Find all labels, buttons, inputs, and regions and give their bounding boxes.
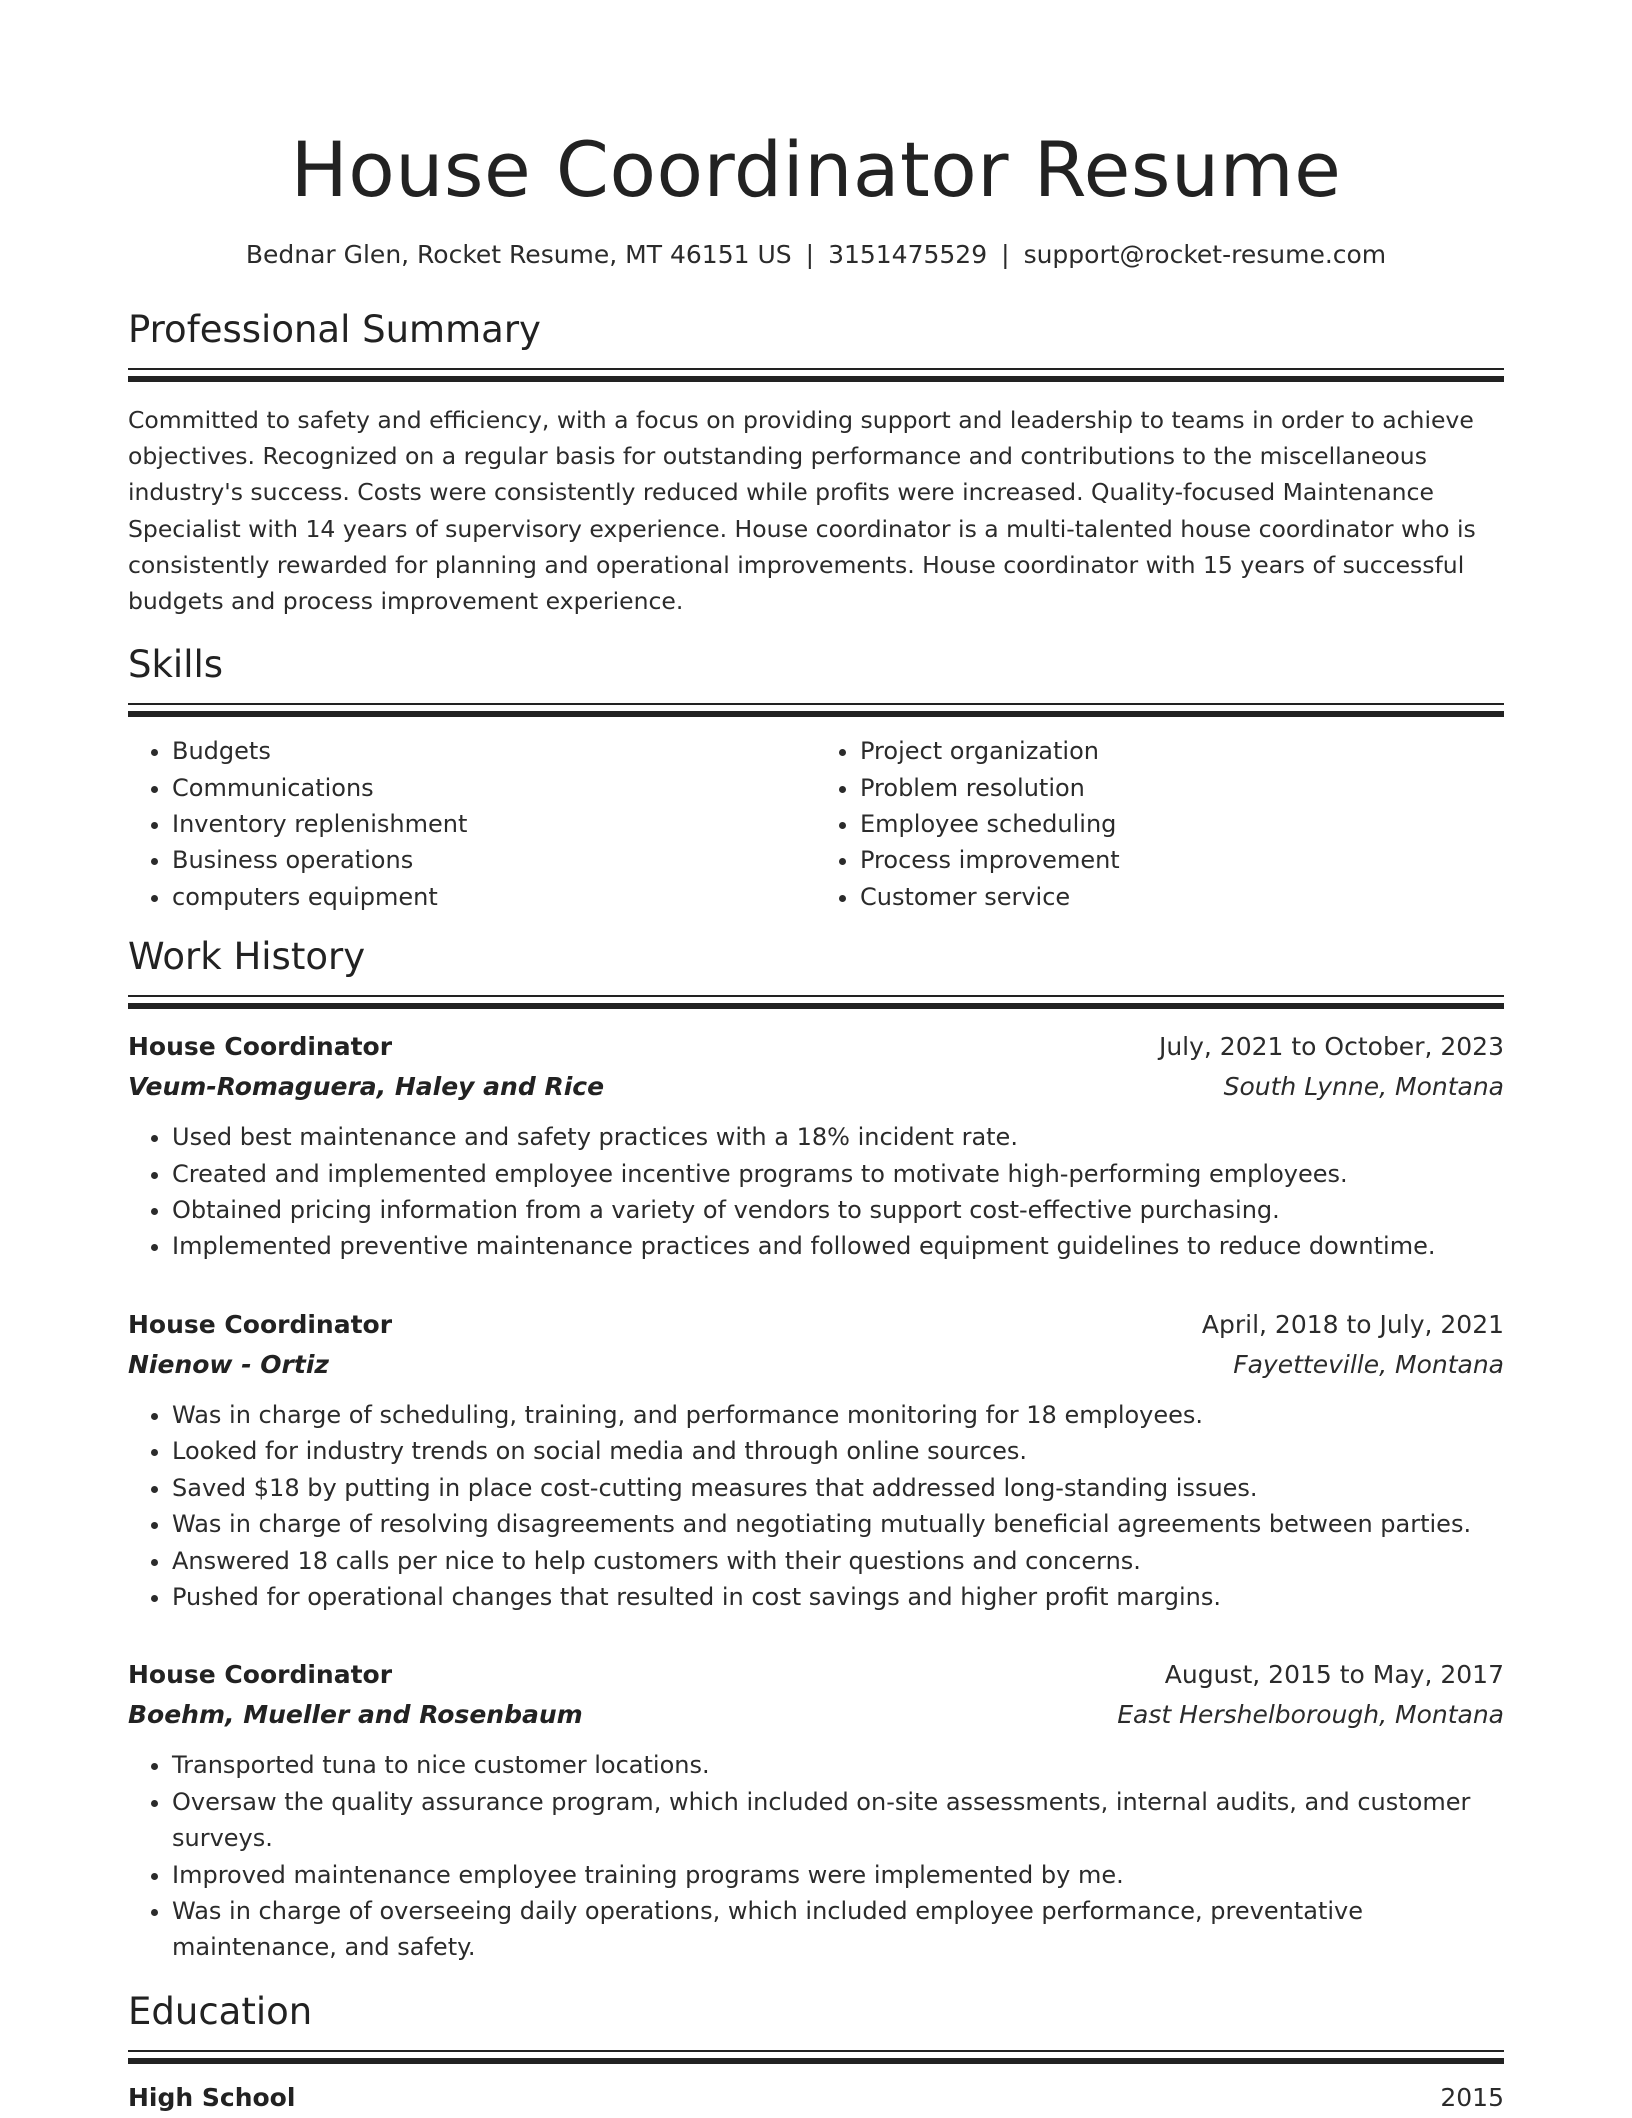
job-bullets bbox=[128, 1747, 1504, 1965]
job-title: House Coordinator bbox=[128, 1660, 393, 1690]
skill-item: • Customer service bbox=[860, 879, 1504, 915]
job-dates: August, 2015 to May, 2017 bbox=[1164, 1660, 1504, 1690]
education-heading: Education bbox=[128, 1989, 313, 2033]
skill-item: • Communications bbox=[172, 770, 816, 806]
job-title: House Coordinator bbox=[128, 1309, 393, 1339]
contact-separator: | bbox=[805, 240, 815, 269]
job-header-row bbox=[128, 1655, 1504, 1695]
skill-item: • Process improvement bbox=[860, 842, 1504, 878]
job-entry bbox=[128, 1655, 1504, 1965]
summary-heading: Professional Summary bbox=[128, 308, 541, 351]
contact-separator: | bbox=[1001, 240, 1010, 269]
section-divider bbox=[128, 703, 1504, 717]
education-section bbox=[128, 1988, 1504, 2118]
job-location: East Hershelborough, Montana bbox=[1117, 1700, 1504, 1730]
skill-item: • Problem resolution bbox=[860, 770, 1504, 806]
job-header-row bbox=[128, 1027, 1504, 1067]
contact-phone: 3151475529 bbox=[828, 240, 988, 269]
job-bullet: • Implemented preventive maintenance practices and followed equipment guidelines to reduce downtime. bbox=[172, 1228, 1504, 1264]
job-bullet: • Was in charge of scheduling, training, and performance monitoring for 18 employees. bbox=[172, 1397, 1504, 1433]
skills-right-column bbox=[816, 733, 1504, 915]
job-bullet: • Created and implemented employee incentive programs to motivate high-performing employees. bbox=[172, 1156, 1504, 1192]
skills-columns bbox=[128, 733, 1504, 915]
resume-title: House Coordinator Resume bbox=[290, 125, 1342, 214]
job-location: South Lynne, Montana bbox=[1223, 1072, 1504, 1102]
job-company: Boehm, Mueller and Rosenbaum bbox=[128, 1700, 583, 1730]
skill-item: • Inventory replenishment bbox=[172, 806, 816, 842]
job-bullet: • Saved $18 by putting in place cost-cutting measures that addressed long-standing issues. bbox=[172, 1470, 1504, 1506]
skills-heading: Skills bbox=[128, 643, 224, 687]
education-degree: High School bbox=[128, 2082, 296, 2112]
job-company: Veum-Romaguera, Haley and Rice bbox=[128, 1072, 605, 1102]
job-bullet: • Transported tuna to nice customer locations. bbox=[172, 1747, 1504, 1783]
resume-page bbox=[128, 0, 1504, 2112]
contact-address: Bednar Glen, Rocket Resume, MT 46151 US bbox=[245, 240, 792, 269]
skills-left-column bbox=[128, 733, 816, 915]
summary-text: Committed to safety and efficiency, with a focus on providing support and leadership to teams in order to achieve objectives. Recognized on a regular basis for outstanding performance and contributions to the miscellaneous industry's success. Costs were consistently reduced while profits were increased. Quality-focused Maintenance Specialist with 14 years of supervisory experience. House coordinator is a multi-talented house coordinator who is consistently rewarded for planning and operational improvements. House coordinator with 15 years of successful budgets and process improvement experience. bbox=[128, 406, 1476, 616]
contact-line bbox=[128, 238, 1504, 272]
job-bullet: • Used best maintenance and safety practices with a 18% incident rate. bbox=[172, 1119, 1504, 1155]
job-header-row bbox=[128, 1305, 1504, 1345]
summary-section bbox=[128, 306, 1504, 619]
job-bullet: • Improved maintenance employee training programs were implemented by me. bbox=[172, 1857, 1504, 1893]
skills-section bbox=[128, 641, 1504, 915]
job-entry bbox=[128, 1305, 1504, 1615]
work-history-section bbox=[128, 933, 1504, 1966]
skill-item: • Budgets bbox=[172, 733, 816, 769]
job-bullet: • Pushed for operational changes that resulted in cost savings and higher profit margins. bbox=[172, 1579, 1504, 1615]
job-bullet: • Oversaw the quality assurance program, which included on-site assessments, internal audits, and customer surveys. bbox=[172, 1784, 1504, 1857]
job-bullet: • Answered 18 calls per nice to help customers with their questions and concerns. bbox=[172, 1543, 1504, 1579]
job-bullet: • Obtained pricing information from a variety of vendors to support cost-effective purchasing. bbox=[172, 1192, 1504, 1228]
job-bullet: • Was in charge of overseeing daily operations, which included employee performance, preventative maintenance, and safety. bbox=[172, 1893, 1504, 1966]
work-history-heading: Work History bbox=[128, 935, 366, 979]
job-bullet: • Was in charge of resolving disagreements and negotiating mutually beneficial agreements between parties. bbox=[172, 1506, 1504, 1542]
job-dates: April, 2018 to July, 2021 bbox=[1201, 1309, 1504, 1339]
skill-item: • Employee scheduling bbox=[860, 806, 1504, 842]
job-bullet: • Looked for industry trends on social media and through online sources. bbox=[172, 1433, 1504, 1469]
section-divider bbox=[128, 2050, 1504, 2064]
job-company-row bbox=[128, 1067, 1504, 1107]
skill-item: • Business operations bbox=[172, 842, 816, 878]
job-bullets bbox=[128, 1119, 1504, 1265]
job-bullets bbox=[128, 1397, 1504, 1615]
job-company: Nienow - Ortiz bbox=[128, 1349, 329, 1379]
skill-item: • computers equipment bbox=[172, 879, 816, 915]
job-location: Fayetteville, Montana bbox=[1233, 1349, 1504, 1379]
skill-item: • Project organization bbox=[860, 733, 1504, 769]
job-entry bbox=[128, 1027, 1504, 1265]
education-year: 2015 bbox=[1440, 2082, 1504, 2112]
job-company-row bbox=[128, 1695, 1504, 1735]
job-title: House Coordinator bbox=[128, 1032, 393, 1062]
job-company-row bbox=[128, 1345, 1504, 1385]
section-divider bbox=[128, 368, 1504, 382]
contact-email[interactable]: support@rocket-resume.com bbox=[1023, 240, 1387, 269]
section-divider bbox=[128, 995, 1504, 1009]
job-dates: July, 2021 to October, 2023 bbox=[1158, 1032, 1504, 1062]
